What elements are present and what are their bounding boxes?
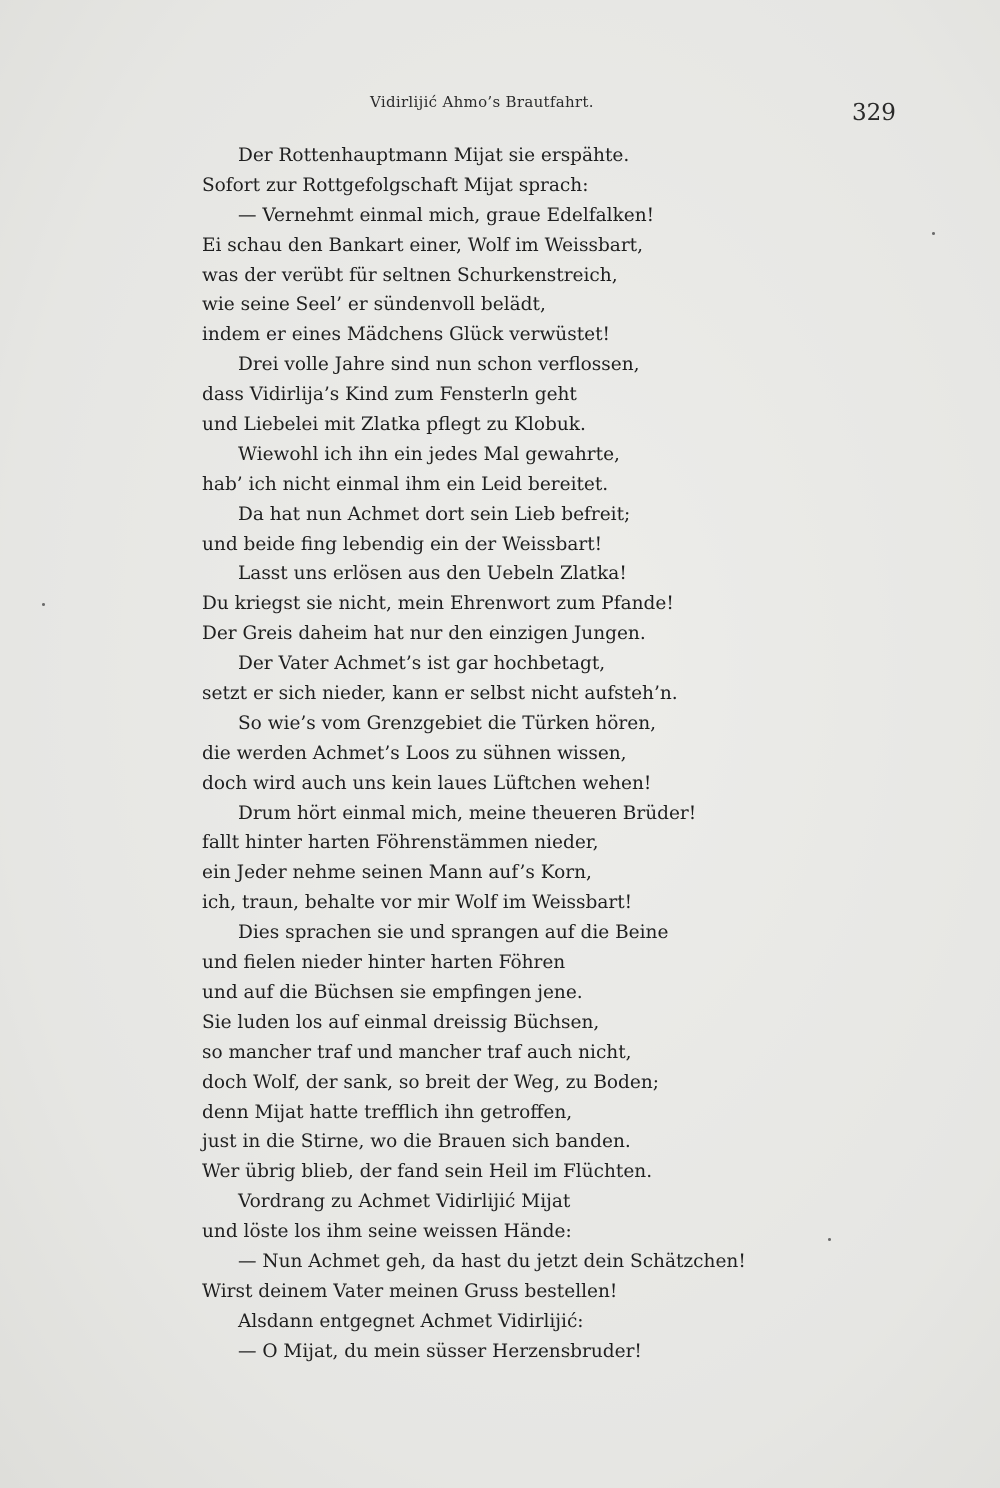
paper-speck (42, 603, 45, 606)
poem-line: Sie luden los auf einmal dreissig Büchsen, (202, 1011, 600, 1033)
poem-line: Vordrang zu Achmet Vidirlijić Mijat (238, 1191, 571, 1213)
poem-line: ich, traun, behalte vor mir Wolf im Weissbart! (202, 892, 633, 914)
poem-line: und Liebelei mit Zlatka pflegt zu Klobuk. (202, 414, 586, 436)
poem-line: Wirst deinem Vater meinen Gruss bestellen! (202, 1280, 618, 1302)
poem-line: Lasst uns erlösen aus den Uebeln Zlatka! (238, 563, 627, 585)
poem-line: denn Mijat hatte trefflich ihn getroffen, (202, 1101, 573, 1123)
paper-speck (828, 1238, 831, 1241)
running-title: Vidirlijić Ahmo’s Brautfahrt. (370, 93, 594, 111)
poem-line: Wiewohl ich ihn ein jedes Mal gewahrte, (238, 443, 620, 465)
poem-line: — O Mijat, du mein süsser Herzensbruder! (238, 1340, 642, 1362)
poem-line: — Vernehmt einmal mich, graue Edelfalken! (238, 204, 655, 226)
poem-line: doch wird auch uns kein laues Lüftchen wehen! (202, 772, 652, 794)
poem-line: Der Vater Achmet’s ist gar hochbetagt, (238, 653, 606, 675)
poem-line: wie seine Seel’ er sündenvoll belädt, (202, 294, 546, 316)
poem-line: und beide fing lebendig ein der Weissbart! (202, 533, 603, 555)
poem-line: was der verübt für seltnen Schurkenstreich, (202, 264, 618, 286)
poem-line: hab’ ich nicht einmal ihm ein Leid bereitet. (202, 473, 609, 495)
poem-line: just in die Stirne, wo die Brauen sich banden. (202, 1131, 631, 1153)
poem-line: doch Wolf, der sank, so breit der Weg, zu Boden; (202, 1071, 659, 1093)
poem-line: Der Rottenhauptmann Mijat sie erspähte. (238, 145, 630, 166)
poem-line: dass Vidirlija’s Kind zum Fensterln geht (202, 384, 577, 406)
page-number: 329 (852, 100, 896, 126)
poem-line: Sofort zur Rottgefolgschaft Mijat sprach: (202, 174, 589, 196)
poem-line: Du kriegst sie nicht, mein Ehrenwort zum Pfande! (202, 593, 674, 615)
poem-line: So wie’s vom Grenzgebiet die Türken hören, (238, 712, 656, 734)
poem-line: die werden Achmet’s Loos zu sühnen wissen, (202, 742, 627, 764)
poem-line: und fielen nieder hinter harten Föhren (202, 952, 566, 974)
poem-line: Drei volle Jahre sind nun schon verflossen, (238, 354, 640, 376)
poem-line: so mancher traf und mancher traf auch nicht, (202, 1041, 632, 1063)
poem-line: Dies sprachen sie und sprangen auf die Beine (238, 922, 669, 944)
poem-line: Wer übrig blieb, der fand sein Heil im Flüchten. (202, 1161, 653, 1183)
poem-line: Der Greis daheim hat nur den einzigen Jungen. (202, 623, 646, 645)
poem-line: ein Jeder nehme seinen Mann auf’s Korn, (202, 862, 592, 884)
poem-line: — Nun Achmet geh, da hast du jetzt dein Schätzchen! (238, 1250, 746, 1272)
poem-line: und löste los ihm seine weissen Hände: (202, 1221, 572, 1243)
poem-line: Ei schau den Bankart einer, Wolf im Weissbart, (202, 234, 643, 256)
poem-line: Drum hört einmal mich, meine theueren Brüder! (238, 802, 697, 824)
poem-line: fallt hinter harten Föhrenstämmen nieder, (202, 832, 599, 854)
poem-line: Alsdann entgegnet Achmet Vidirlijić: (238, 1310, 584, 1332)
poem-line: indem er eines Mädchens Glück verwüstet! (202, 324, 610, 346)
paper-speck (932, 232, 935, 235)
poem-line: setzt er sich nieder, kann er selbst nicht aufsteh’n. (202, 683, 678, 705)
poem-line: und auf die Büchsen sie empfingen jene. (202, 981, 583, 1003)
poem-text (202, 141, 842, 1367)
poem-line: Da hat nun Achmet dort sein Lieb befreit; (238, 503, 631, 525)
